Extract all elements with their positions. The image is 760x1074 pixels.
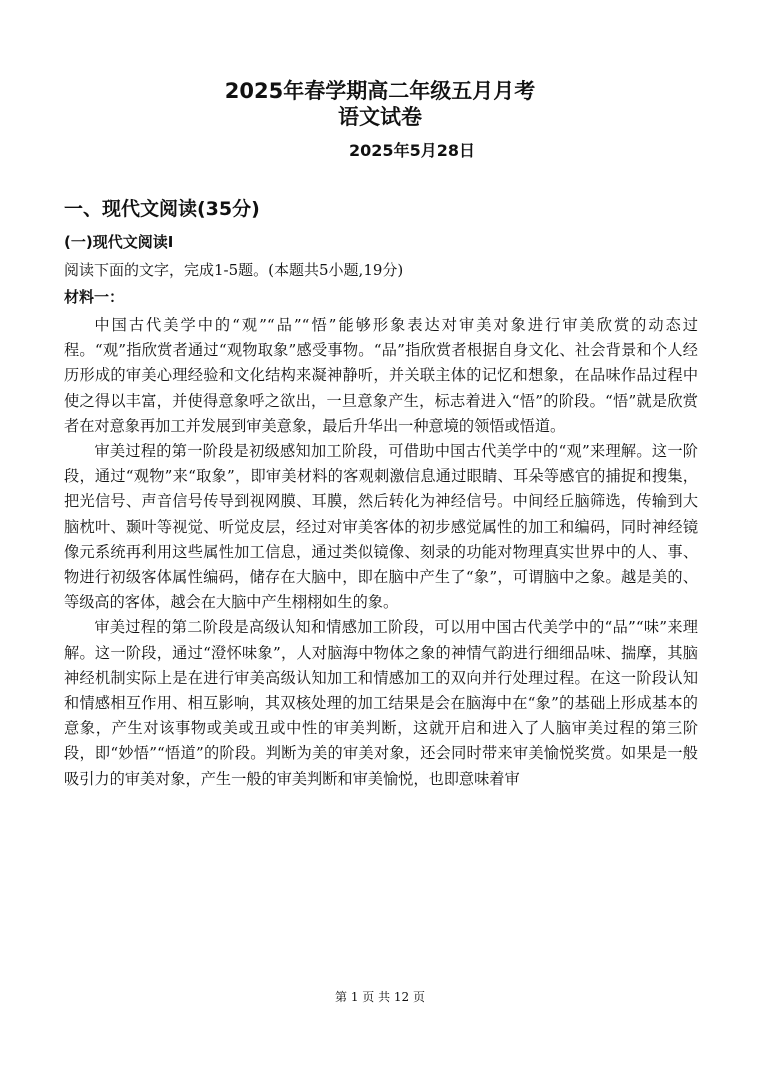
reading-passage xyxy=(64,313,698,792)
reading-instructions: 阅读下面的文字，完成1-5题。(本题共5小题,19分) xyxy=(64,261,404,279)
exam-subtitle: 语文试卷 xyxy=(338,105,422,129)
passage-paragraph-2: 审美过程的第一阶段是初级感知加工阶段，可借助中国古代美学中的“观”来理解。这一阶段，通过“观物”来“取象”，即审美材料的客观刺激信息通过眼睛、耳朵等感官的捕捉和搜集，把光信号、声音信号传导到视网膜、耳膜，然后转化为神经信号。中间经丘脑筛选，传输到大脑枕叶、颞叶等视觉、听觉皮层，经过对审美客体的初步感觉属性的加工和编码，同时神经镜像元系统再利用这些属性加工信息，通过类似镜像、刻录的功能对物理真实世界中的人、事、物进行初级客体属性编码，储存在大脑中，即在脑中产生了“象”，可谓脑中之象。越是美的、等级高的客体，越会在大脑中产生栩栩如生的象。 xyxy=(64,442,698,612)
subsection-heading: (一)现代文阅读Ⅰ xyxy=(64,233,174,251)
page-footer: 第 1 页 共 12 页 xyxy=(335,990,425,1004)
exam-date: 2025年5月28日 xyxy=(349,141,475,160)
section-heading: 一、现代文阅读(35分) xyxy=(64,198,260,220)
passage-paragraph-3: 审美过程的第二阶段是高级认知和情感加工阶段，可以用中国古代美学中的“品”“味”来理解。这一阶段，通过“澄怀味象”，人对脑海中物体之象的神情气韵进行细细品味、揣摩，其脑神经机制实际上是在进行审美高级认知加工和情感加工的双向并行处理过程。在这一阶段认知和情感相互作用、相互影响，其双核处理的加工结果是会在脑海中在“象”的基础上形成基本的意象，产生对该事物或美或丑或中性的审美判断，这就开启和进入了人脑审美过程的第三阶段，即“妙悟”“悟道”的阶段。判断为美的审美对象，还会同时带来审美愉悦奖赏。如果是一般吸引力的审美对象，产生一般的审美判断和审美愉悦，也即意味着审 xyxy=(64,618,698,788)
material-label: 材料一： xyxy=(64,288,125,306)
exam-title: 2025年春学期高二年级五月月考 xyxy=(224,79,536,103)
passage-paragraph-1: 中国古代美学中的“观”“品”“悟”能够形象表达对审美对象进行审美欣赏的动态过程。“观”指欣赏者通过“观物取象”感受事物。“品”指欣赏者根据自身文化、社会背景和个人经历形成的审美心理经验和文化结构来凝神静听，并关联主体的记忆和想象，在品味作品过程中使之得以丰富，并使得意象呼之欲出，一旦意象产生，标志着进入“悟”的阶段。“悟”就是欣赏者在对意象再加工并发展到审美意象，最后升华出一种意境的领悟或悟道。 xyxy=(64,316,698,435)
